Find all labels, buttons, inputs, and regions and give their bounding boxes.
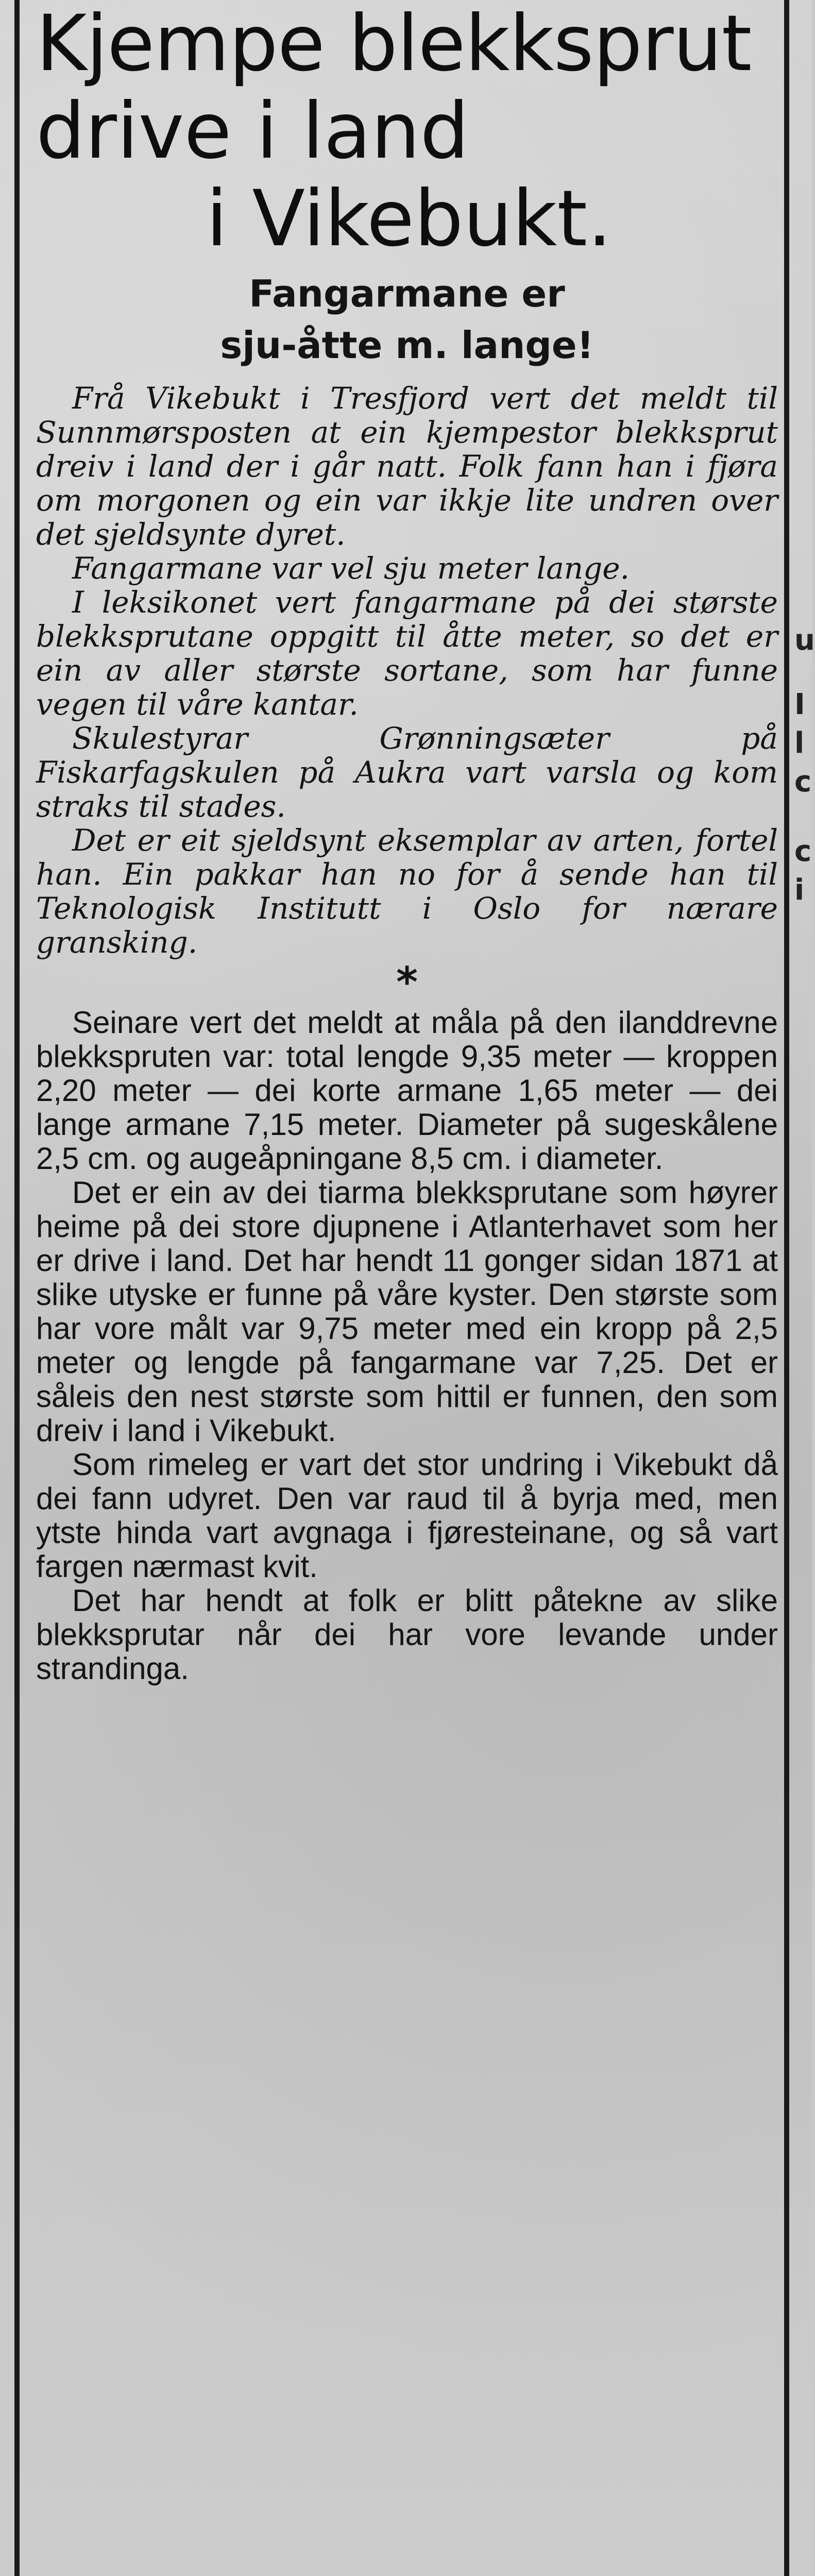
body-paragraph: Som rimeleg er vart det stor undring i Vikebukt då dei fann udyret. Den var raud til å byrja med, men ytste hinda vart avgnaga i fjøresteinane, og så vart fargen nærmast kvit.: [36, 1447, 778, 1584]
intro-paragraph: Frå Vikebukt i Tresfjord vert det meldt til Sunnmørsposten at ein kjempestor blekksprut dreiv i land der i går natt. Folk fann han i fjøra om morgonen og ein var ikkje lite undren over det sjeldsynte dyret.: [36, 381, 778, 552]
intro-paragraph: Fangarmane var vel sju meter lange.: [72, 551, 630, 586]
body-paragraph: Det er ein av dei tiarma blekksprutane som høyrer heime på dei store djupnene i Atlanterhavet som her er drive i land. Det har hendt 11 gonger sidan 1871 at slike utyske er funne på våre kyster. Den største som har vore målt var 9,75 meter med ein kropp på 2,5 meter og lengde på fangarmane var 7,25. Det er såleis den nest største som hittil er funnen, den som dreiv i land i Vikebukt.: [36, 1175, 778, 1448]
headline-line-2: drive i land: [36, 87, 469, 176]
body-paragraph: Det har hendt at folk er blitt påtekne av slike blekksprutar når dei har vore levande under strandinga.: [36, 1583, 778, 1686]
headline-line-1: Kjempe blekksprut: [36, 0, 752, 89]
subheadline-line-2: sju-åtte m. lange!: [220, 324, 594, 367]
subheadline: [36, 268, 778, 371]
left-column-rule: [14, 0, 20, 2576]
neighbor-column-fragment: u: [794, 623, 815, 657]
article: [36, 0, 778, 1686]
neighbor-column-fragment: c: [794, 835, 812, 868]
neighbor-column-fragment: l: [794, 726, 805, 760]
section-separator: *: [396, 958, 418, 1006]
intro-paragraph: Det er eit sjeldsynt eksemplar av arten, fortel han. Ein pakkar han no for å sende han til Teknologisk Institutt i Oslo for nærare gransking.: [36, 823, 778, 960]
headline: [36, 0, 778, 263]
intro-paragraph: I leksikonet vert fangarmane på dei største blekksprutane oppgitt til åtte meter, so det er ein av aller største sortane, som har funne vegen til våre kantar.: [36, 585, 778, 722]
body-section: [36, 1006, 778, 1686]
neighbor-column-fragment: I: [794, 688, 805, 721]
body-paragraph: Seinare vert det meldt at måla på den ilanddrevne blekkspruten var: total lengde 9,35 meter — kroppen 2,20 meter — dei korte armane 1,65 meter — dei lange armane 7,15 meter. Diameter på sugeskålene 2,5 cm. og augeåpningane 8,5 cm. i diameter.: [36, 1005, 778, 1176]
intro-paragraph: Skulestyrar Grønningsæter på Fiskarfagskulen på Aukra vart varsla og kom straks til stades.: [36, 721, 778, 824]
neighbor-column-fragment: c: [794, 765, 812, 799]
subheadline-line-1: Fangarmane er: [249, 272, 565, 315]
right-column-rule: [784, 0, 789, 2576]
intro-section: [36, 381, 778, 959]
headline-line-3: i Vikebukt.: [206, 174, 612, 264]
neighbor-column-fragment: i: [794, 873, 805, 907]
